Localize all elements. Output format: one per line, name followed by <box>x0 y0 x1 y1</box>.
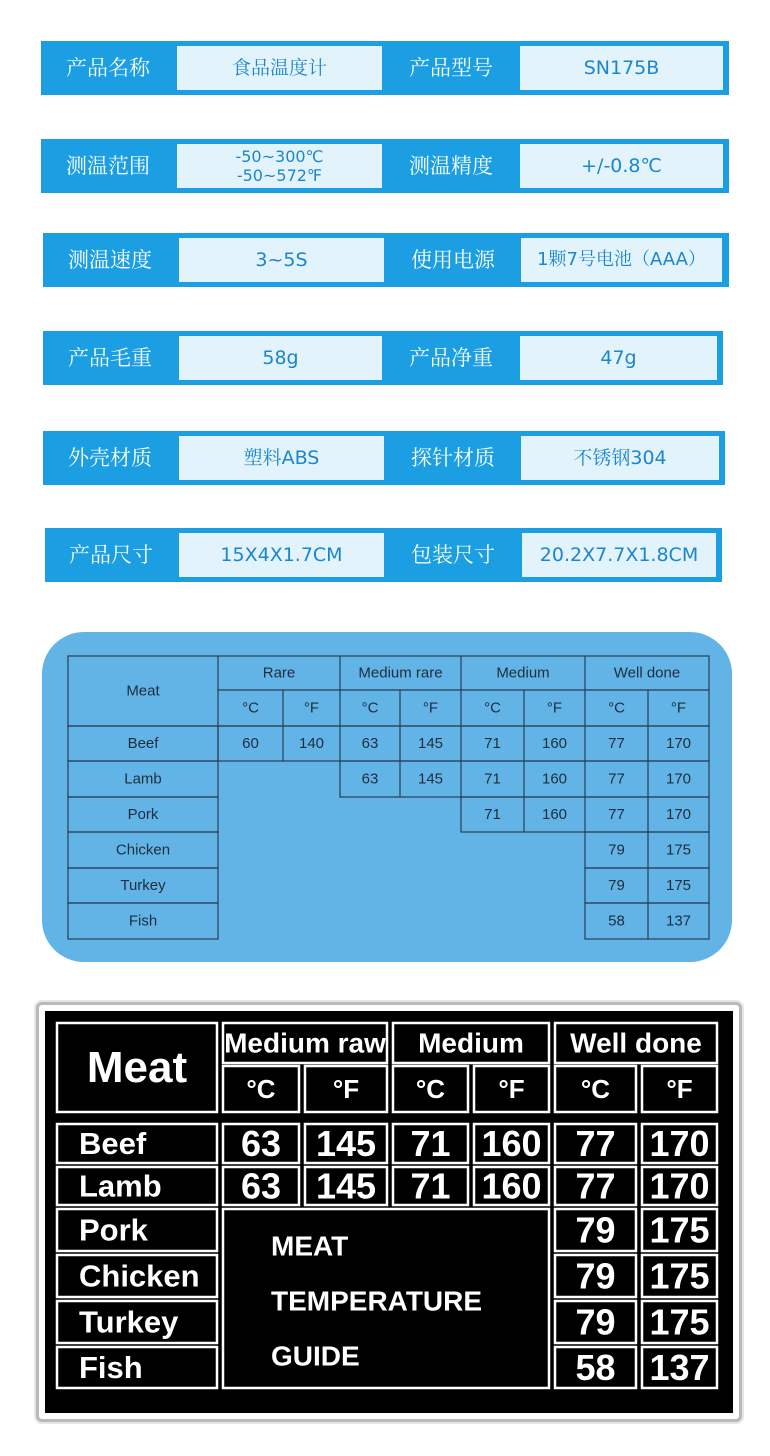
spec-value: 1颗7号电池（AAA） <box>521 238 722 282</box>
temperature-value: 170 <box>665 806 692 823</box>
spec-value: 47g <box>520 336 717 380</box>
temperature-value: 79 <box>608 841 625 859</box>
spec-row-speed <box>43 233 729 287</box>
meat-label: Chicken <box>79 1258 200 1294</box>
guide-text: MEAT <box>271 1230 349 1262</box>
unit-header: °F <box>666 1074 693 1104</box>
unit-header: °C <box>246 1074 276 1104</box>
guide-text: GUIDE <box>271 1340 360 1372</box>
meat-label: Chicken <box>115 841 171 859</box>
meat-label: Pork <box>127 806 159 823</box>
spec-value: 15X4X1.7CM <box>179 533 384 577</box>
group-header: Medium rare <box>358 664 443 682</box>
meat-label: Turkey <box>120 877 166 894</box>
spec-row-range <box>41 139 729 193</box>
spec-label: 探针材质 <box>411 446 495 470</box>
temperature-value: 145 <box>315 1123 377 1164</box>
temperature-value: 71 <box>484 770 501 788</box>
temperature-value: 137 <box>649 1347 710 1388</box>
group-header: Medium raw <box>224 1027 386 1059</box>
temperature-value: 160 <box>541 770 568 788</box>
temperature-value: 175 <box>649 1301 710 1343</box>
spec-value: 3~5S <box>179 238 384 282</box>
temperature-value: 71 <box>410 1165 451 1207</box>
temperature-value: 77 <box>608 735 625 752</box>
unit-header: °C <box>608 699 625 717</box>
spec-label: 产品尺寸 <box>69 543 153 567</box>
spec-label: 产品毛重 <box>68 346 152 370</box>
spec-value: 58g <box>179 336 382 380</box>
temperature-value: 160 <box>541 735 568 752</box>
temperature-value: 175 <box>665 877 692 894</box>
temperature-value: 170 <box>649 1123 710 1164</box>
table-corner-label: Meat <box>86 1043 188 1092</box>
spec-label: 使用电源 <box>411 248 495 272</box>
spec-label: 测温速度 <box>68 248 152 272</box>
black-temperature-card <box>36 1002 742 1422</box>
temperature-value: 175 <box>649 1255 710 1297</box>
temperature-value: 58 <box>608 912 625 930</box>
spec-row-weight <box>43 331 723 385</box>
temperature-value: 77 <box>575 1165 616 1207</box>
value-row-border <box>218 726 709 761</box>
spec-value-line: -50~572℉ <box>236 166 323 185</box>
temperature-value: 77 <box>608 806 625 823</box>
group-header: Medium <box>496 664 550 682</box>
meat-label: Pork <box>79 1212 148 1248</box>
temperature-value: 160 <box>481 1165 542 1207</box>
temperature-value: 175 <box>665 841 692 859</box>
temperature-value: 145 <box>417 735 444 752</box>
temperature-value: 160 <box>541 806 568 823</box>
unit-header: °F <box>332 1074 360 1104</box>
group-header: Rare <box>262 664 296 682</box>
spec-value: 食品温度计 <box>177 46 382 90</box>
temperature-value: 170 <box>649 1165 710 1207</box>
unit-header: °F <box>546 699 563 717</box>
unit-header: °F <box>422 699 439 717</box>
spec-label: 测温范围 <box>66 154 150 178</box>
group-header: Well done <box>570 1027 702 1059</box>
temperature-value: 170 <box>665 735 692 752</box>
temperature-value: 79 <box>575 1301 616 1343</box>
black-temperature-panel <box>45 1011 733 1413</box>
unit-header: °C <box>580 1074 611 1104</box>
temperature-value: 63 <box>361 770 379 788</box>
temperature-value: 79 <box>575 1255 616 1297</box>
table-corner-label: Meat <box>126 682 160 700</box>
spec-row-material <box>43 431 725 485</box>
unit-header: °C <box>361 699 379 717</box>
unit-header: °F <box>670 699 687 717</box>
temperature-value: 175 <box>649 1209 710 1251</box>
temperature-value: 140 <box>298 735 325 752</box>
spec-value: 20.2X7.7X1.8CM <box>522 533 716 577</box>
temperature-value: 79 <box>575 1209 616 1251</box>
spec-label: 外壳材质 <box>68 446 152 470</box>
temperature-value: 77 <box>575 1123 616 1164</box>
guide-text: TEMPERATURE <box>271 1285 483 1317</box>
spec-label: 产品名称 <box>66 56 150 80</box>
blue-temperature-table <box>42 632 732 962</box>
temperature-value: 77 <box>608 770 625 788</box>
spec-value: 不锈钢304 <box>521 436 719 480</box>
unit-header: °C <box>484 699 501 717</box>
spec-label: 产品型号 <box>409 56 493 80</box>
unit-header: °C <box>242 699 259 717</box>
temperature-value: 71 <box>484 806 501 823</box>
spec-value <box>177 144 382 188</box>
temperature-value: 63 <box>361 735 379 752</box>
spec-value-line: -50~300℃ <box>235 147 324 166</box>
unit-header: °F <box>498 1074 525 1104</box>
meat-label: Lamb <box>79 1168 162 1204</box>
temperature-value: 79 <box>608 877 625 894</box>
meat-label: Lamb <box>124 770 162 788</box>
spec-label: 产品净重 <box>409 346 493 370</box>
temperature-value: 71 <box>410 1123 451 1164</box>
temperature-value: 160 <box>481 1123 542 1164</box>
temperature-value: 145 <box>417 770 444 788</box>
temperature-value: 137 <box>665 912 692 930</box>
meat-label: Turkey <box>79 1304 179 1340</box>
meat-label: Fish <box>128 912 158 930</box>
temperature-value: 60 <box>242 735 259 752</box>
spec-label: 测温精度 <box>409 154 493 178</box>
temperature-value: 170 <box>665 770 692 788</box>
temperature-value: 58 <box>575 1347 616 1388</box>
unit-header: °F <box>303 699 320 717</box>
group-header: Well done <box>613 664 681 682</box>
spec-value: 塑料ABS <box>179 436 384 480</box>
temperature-value: 63 <box>240 1165 282 1207</box>
meat-label: Beef <box>79 1126 147 1161</box>
temperature-value: 71 <box>484 735 501 752</box>
spec-value: SN175B <box>520 46 723 90</box>
meat-label: Beef <box>127 735 159 752</box>
temperature-value: 63 <box>240 1123 282 1164</box>
spec-value: +/-0.8℃ <box>520 144 723 188</box>
temperature-value: 145 <box>315 1165 377 1207</box>
spec-row-size <box>45 528 722 582</box>
black-temperature-table <box>45 1011 733 1413</box>
group-header: Medium <box>418 1027 524 1059</box>
spec-row-name <box>41 41 729 95</box>
blue-temperature-card <box>42 632 732 962</box>
meat-label: Fish <box>79 1350 143 1385</box>
spec-label: 包装尺寸 <box>411 543 495 567</box>
unit-header: °C <box>415 1074 446 1104</box>
